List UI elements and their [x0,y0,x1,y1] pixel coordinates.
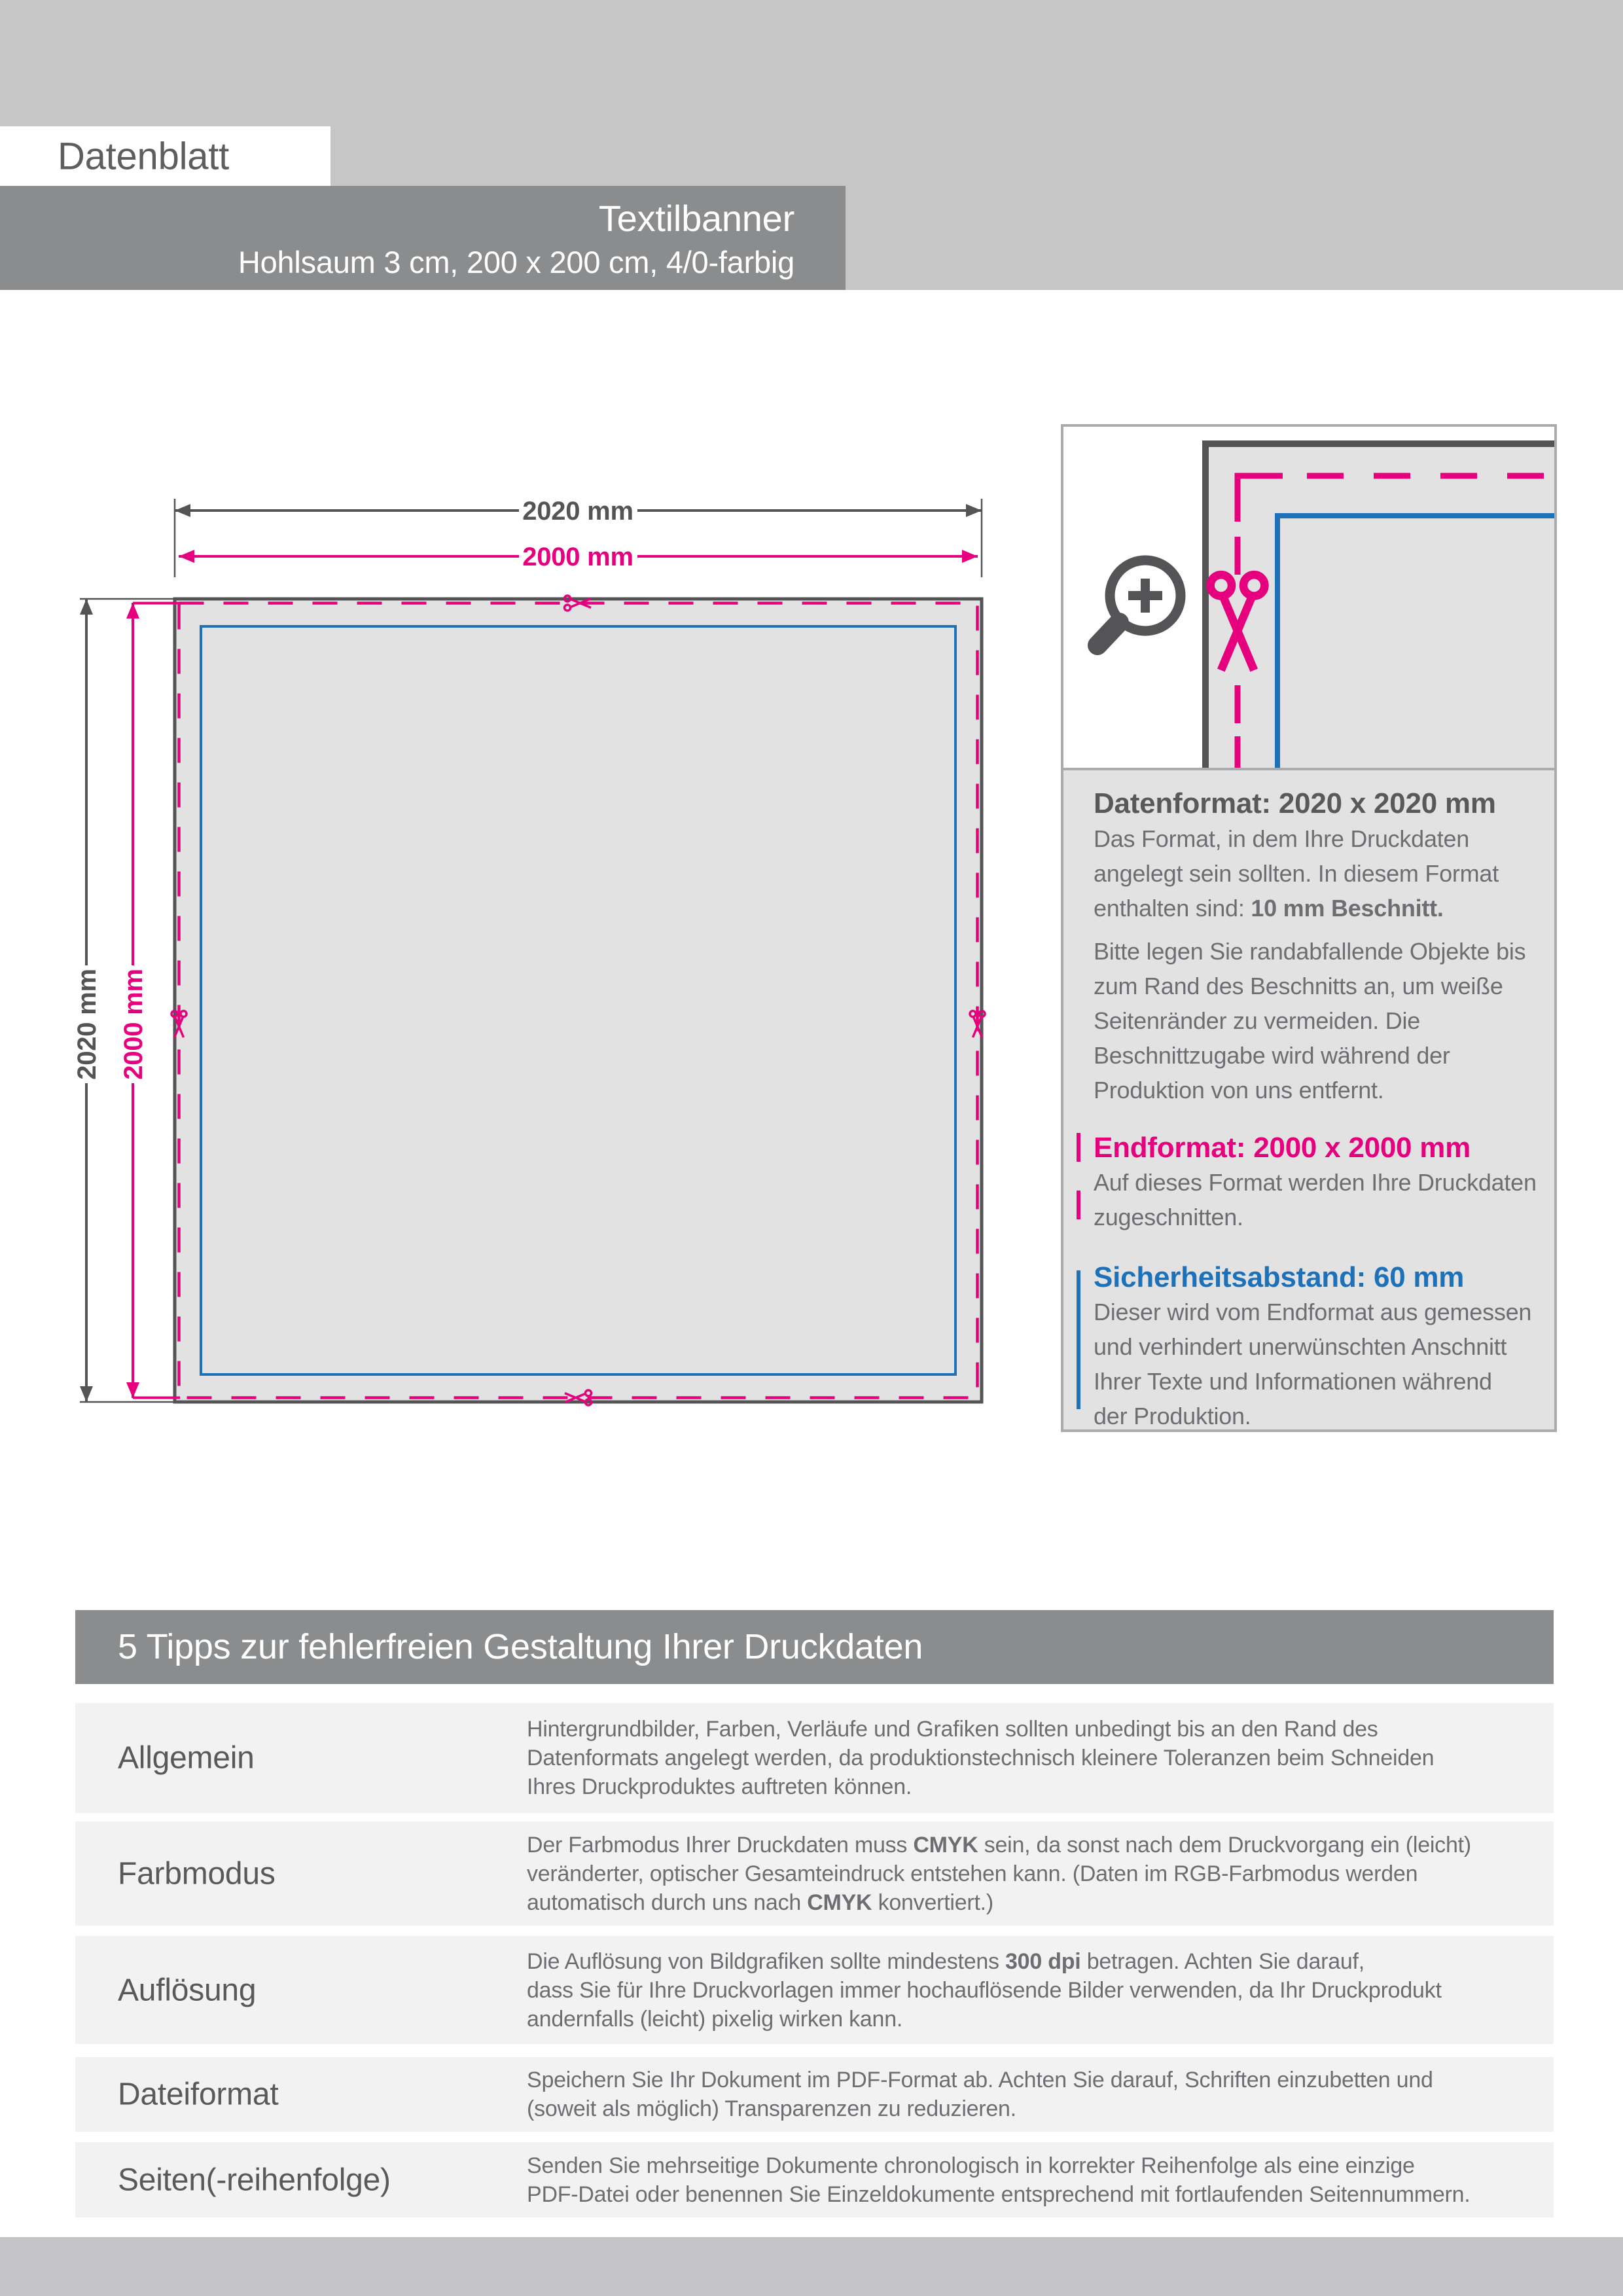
safety-description: Dieser wird vom Endformat aus gemessen und verhindert unerwünschten Anschnitt Ihrer Texte und Informationen während der Produktion. [1094,1299,1532,1429]
magnifier-icon [1097,560,1181,645]
tip-text: Hintergrundbilder, Farben, Verläufe und Grafiken sollten unbedingt bis an den Rand des Datenformats angelegt werden, da produktionstechnisch kleinere Toleranzen beim Schneiden Ihres Druckproduktes auftreten können. [527,1717,1435,1799]
tip-label: Farbmodus [118,1856,276,1891]
safety-rule [1077,1270,1080,1409]
datenformat-description: Das Format, in dem Ihre Druckdaten angelegt sein sollten. In diesem Format enthalten sind: 10 mm Beschnitt. [1094,825,1499,922]
dim-top-outer-label: 2020 mm [522,497,633,526]
detail-inset-box [1061,424,1557,770]
tip-label: Allgemein [118,1740,255,1776]
dim-top-inner-label: 2000 mm [522,543,633,571]
product-subtitle: Hohlsaum 3 cm, 200 x 200 cm, 4/0-farbig [238,244,794,279]
product-title: Textilbanner [598,197,794,239]
tip-row-farbmodus [75,1821,1554,1926]
tip-row-aufloesung [75,1936,1554,2044]
inset-bleed-fill [1208,446,1554,768]
datenformat-heading: Datenformat: 2020 x 2020 mm [1094,787,1496,819]
tip-label: Seiten(-reihenfolge) [118,2162,391,2197]
tip-row-dateiformat [75,2057,1554,2132]
format-diagram [59,478,1014,1427]
doc-type-box [0,126,330,186]
endformat-rule [1077,1133,1080,1219]
tip-text: Speichern Sie Ihr Dokument im PDF-Format ab. Achten Sie darauf, Schriften einzubetten und (soweit als möglich) Transparenzen zu reduzieren. [527,2068,1433,2121]
dim-left-outer-label: 2020 mm [73,969,101,1080]
detail-inset-graphic [1063,427,1554,768]
endformat-block [1094,1130,1536,1234]
tips-header-bar [75,1610,1554,1684]
bleed-note: Bitte legen Sie randabfallende Objekte bis zum Rand des Beschnitts an, um weiße Seitenränder zu vermeiden. Die Beschnittzugabe wird während der Produktion von uns entfernt. [1094,938,1526,1103]
tips-header: 5 Tipps zur fehlerfreien Gestaltung Ihrer Druckdaten [118,1627,923,1666]
dim-left-inner-label: 2000 mm [119,969,148,1080]
tip-text: Der Farbmodus Ihrer Druckdaten muss CMYK sein, da sonst nach dem Druckvorgang ein (leicht) veränderter, optischer Gesamteindruck entstehen kann. (Daten im RGB-Farbmodus werden automatisch durch uns nach CMYK konvertiert.) [527,1832,1471,1915]
datenformat-area [175,599,982,1402]
endformat-description: Auf dieses Format werden Ihre Druckdaten zugeschnitten. [1094,1169,1537,1230]
tip-label: Dateiformat [118,2077,279,2112]
safety-heading: Sicherheitsabstand: 60 mm [1094,1261,1465,1293]
footer-band [0,2237,1623,2296]
doc-type-label: Datenblatt [58,135,229,177]
tip-text: Die Auflösung von Bildgrafiken sollte mindestens 300 dpi betragen. Achten Sie darauf, dass Sie für Ihre Druckvorlagen immer hochauflösende Bilder verwenden, da Ihr Druckprodukt andernfalls (leicht) pixelig wirken kann. [527,1948,1442,2032]
safety-block [1094,1260,1536,1433]
tip-row-seitenreihenfolge [75,2142,1554,2217]
product-title-banner [0,186,846,290]
endformat-heading: Endformat: 2000 x 2000 mm [1094,1132,1471,1164]
tip-row-allgemein [75,1703,1554,1813]
tip-text: Senden Sie mehrseitige Dokumente chronologisch in korrekter Reihenfolge als eine einzige PDF-Datei oder benennen Sie Einzeldokumente entsprechend mit fortlaufenden Seitennummern. [527,2153,1471,2207]
tip-label: Auflösung [118,1973,257,2007]
info-panel [1061,770,1557,1432]
